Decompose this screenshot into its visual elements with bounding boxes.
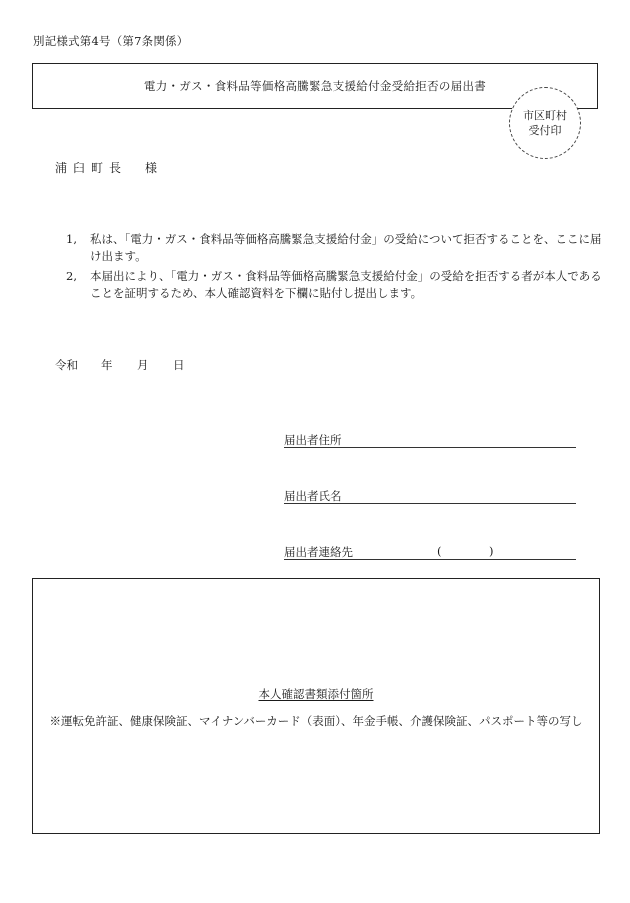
addressee-name: 浦臼町長 [55, 161, 128, 175]
attachment-title-wrap [33, 686, 599, 702]
contact-paren-close: ) [489, 544, 494, 558]
address-label: 届出者住所 [284, 433, 342, 447]
id-attachment-box[interactable] [32, 578, 600, 834]
contact-field[interactable] [284, 544, 576, 560]
address-field[interactable] [284, 432, 576, 448]
name-field[interactable] [284, 488, 576, 504]
item-text: 私は、「電力・ガス・食料品等価格高騰緊急支援給付金」の受給について拒否することを、ここに届け出ます。 [90, 232, 602, 263]
stamp-line-2: 受付印 [528, 124, 562, 137]
contact-paren-open: ( [437, 544, 442, 558]
statement-item-1 [66, 231, 606, 265]
date-day: 日 [173, 358, 185, 372]
form-number: 別記様式第4号（第7条関係） [33, 34, 189, 48]
attachment-note: ※運転免許証、健康保険証、マイナンバーカード（表面）、年金手帳、介護保険証、パスポート等の写し [49, 714, 583, 728]
item-number: 1, [66, 232, 77, 246]
name-label: 届出者氏名 [284, 489, 342, 503]
attachment-title: 本人確認書類添付箇所 [258, 687, 374, 701]
date-year: 年 [101, 358, 113, 372]
date-era: 令和 [55, 358, 78, 372]
title-box [32, 63, 598, 109]
addressee-honorific: 様 [145, 161, 158, 175]
item-text: 本届出により、「電力・ガス・食料品等価格高騰緊急支援給付金」の受給を拒否する者が本人であることを証明するため、本人確認資料を下欄に貼付し提出します。 [90, 269, 602, 300]
date-month: 月 [137, 358, 149, 372]
document-title: 電力・ガス・食料品等価格高騰緊急支援給付金受給拒否の届出書 [143, 79, 487, 93]
reception-stamp-circle [509, 87, 581, 159]
date-line [55, 357, 185, 373]
contact-label: 届出者連絡先 [284, 545, 353, 559]
statement-item-2 [66, 268, 606, 302]
item-number: 2, [66, 269, 77, 283]
addressee [55, 159, 157, 176]
stamp-line-1: 市区町村 [523, 109, 567, 122]
